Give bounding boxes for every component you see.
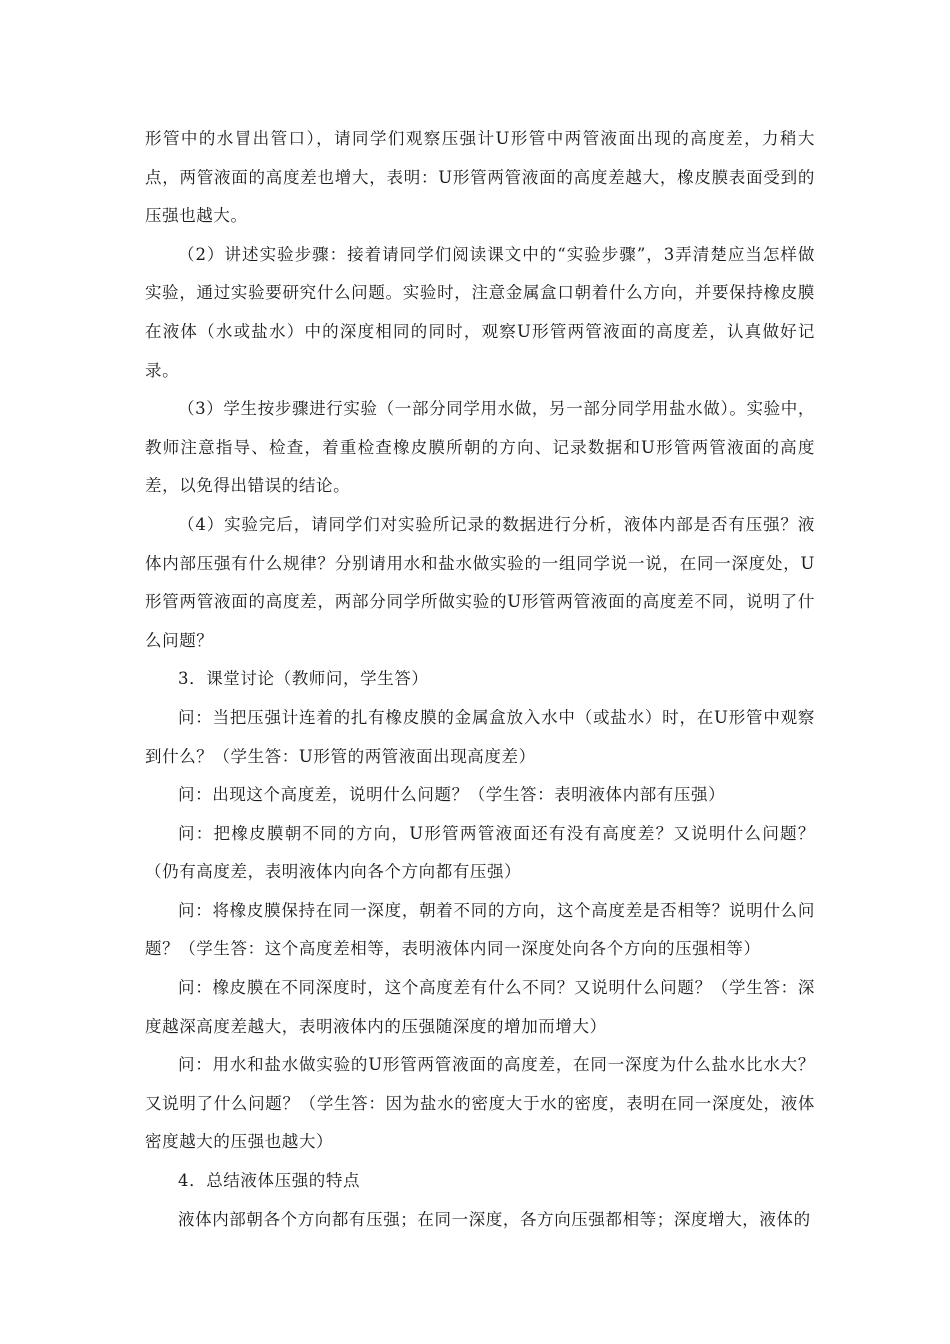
paragraph-step-2: （2）讲述实验步骤：接着请同学们阅读课文中的“实验步骤”，3弄清楚应当怎样做实验，通过实验要研究什么问题。实验时，注意金属盒口朝着什么方向，并要保持橡皮膜在液体（水或盐水）中的深度相同的同时，观察U形管两管液面的高度差，认真做好记录。 [145,244,815,380]
question-2: 问：出现这个高度差，说明什么问题？（学生答：表明液体内部有压强） [178,785,726,805]
paragraph-continuation: 形管中的水冒出管口），请同学们观察压强计U形管中两管液面出现的高度差，力稍大点，两管液面的高度差也增大，表明：U形管两管液面的高度差越大，橡皮膜表面受到的压强也越大。 [145,129,815,226]
question-3: 问：把橡皮膜朝不同的方向，U形管两管液面还有没有高度差？又说明什么问题？（仍有高度差，表明液体内向各个方向都有压强） [145,823,815,882]
question-1: 问：当把压强计连着的扎有橡皮膜的金属盒放入水中（或盐水）时，在U形管中观察到什么？（学生答：U形管的两管液面出现高度差） [145,707,815,766]
question-6: 问：用水和盐水做实验的U形管两管液面的高度差，在同一深度为什么盐水比水大？又说明了什么问题？（学生答：因为盐水的密度大于水的密度，表明在同一深度处，液体密度越大的压强也越大） [145,1055,815,1152]
summary-paragraph: 液体内部朝各个方向都有压强；在同一深度，各方向压强都相等；深度增大，液体的 [178,1209,811,1229]
paragraph-step-4: （4）实验完后，请同学们对实验所记录的数据进行分析，液体内部是否有压强？液体内部压强有什么规律？分别请用水和盐水做实验的一组同学说一说，在同一深度处，U形管两管液面的高度差，两部分同学所做实验的U形管两管液面的高度差不同，说明了什么问题？ [145,514,815,650]
question-4: 问：将橡皮膜保持在同一深度，朝着不同的方向，这个高度差是否相等？说明什么问题？（学生答：这个高度差相等，表明液体内同一深度处向各个方向的压强相等） [145,900,815,959]
section-heading-discussion: 3．课堂讨论（教师问，学生答） [178,669,429,689]
body-text [145,120,815,1239]
section-heading-summary: 4．总结液体压强的特点 [178,1171,361,1191]
question-5: 问：橡皮膜在不同深度时，这个高度差有什么不同？又说明什么问题？（学生答：深度越深高度差越大，表明液体内的压强随深度的增加而增大） [145,978,815,1036]
paragraph-step-3: （3）学生按步骤进行实验（一部分同学用水做，另一部分同学用盐水做）。实验中，教师注意指导、检查，着重检查橡皮膜所朝的方向、记录数据和U形管两管液面的高度差，以免得出错误的结论。 [145,399,815,496]
